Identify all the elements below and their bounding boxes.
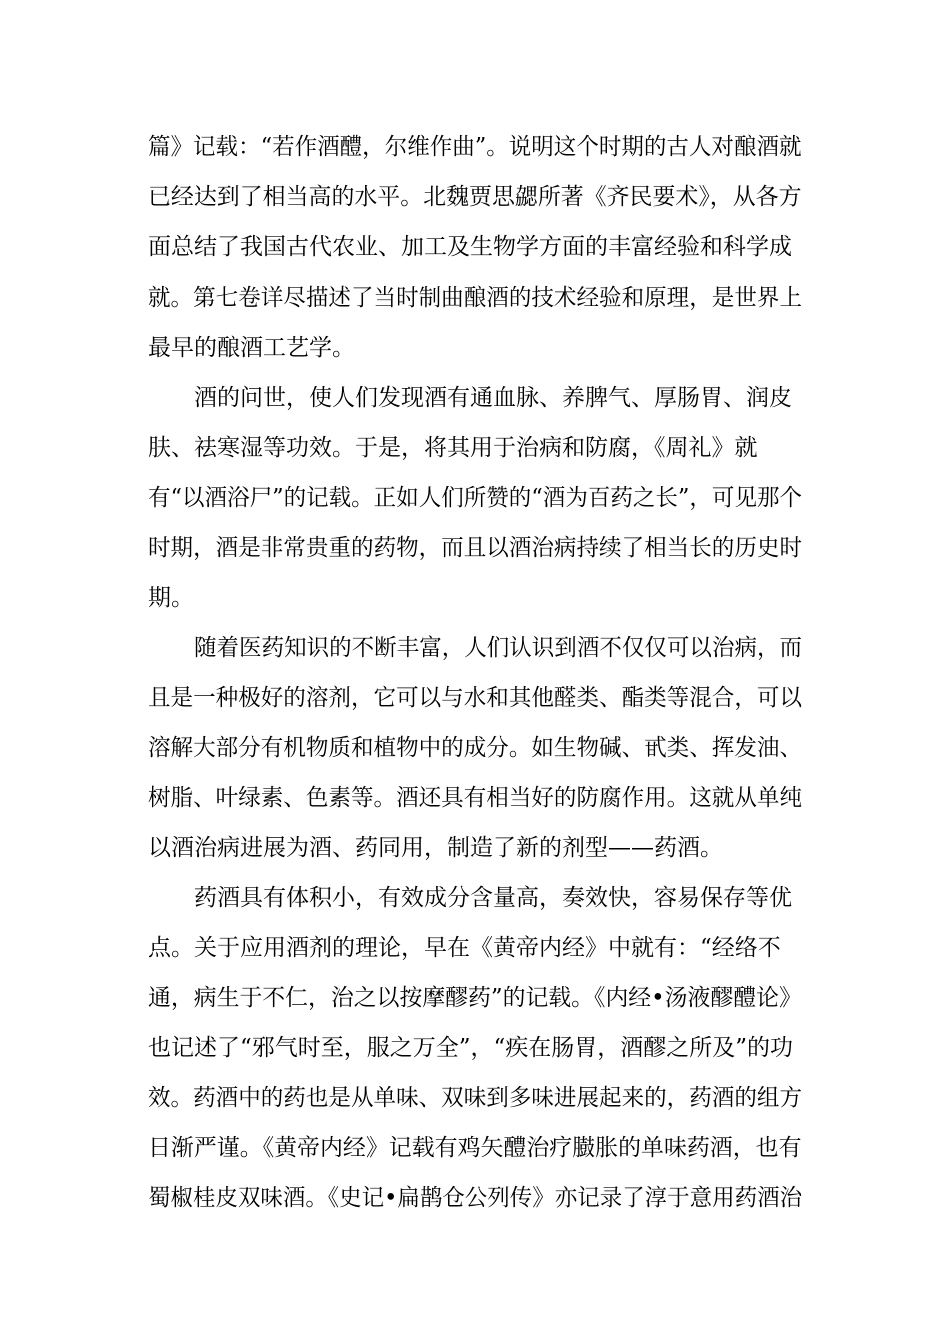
text-line-8: 有“以酒浴尸”的记载。正如人们所赞的“酒为百药之长”，可见那个 xyxy=(148,485,803,511)
text-line-16: 药酒具有体积小，有效成分含量高，奏效快，容易保存等优 xyxy=(194,885,792,911)
text-line-10: 期。 xyxy=(148,585,194,611)
text-line-21: 日渐严谨。《黄帝内经》记载有鸡矢醴治疗臌胀的单味药酒，也有 xyxy=(148,1135,802,1161)
text-line-5: 最早的酿酒工艺学。 xyxy=(148,335,355,361)
text-line-9: 时期，酒是非常贵重的药物，而且以酒治病持续了相当长的历史时 xyxy=(148,535,802,561)
text-line-11: 随着医药知识的不断丰富，人们认识到酒不仅仅可以治病，而 xyxy=(194,635,803,661)
text-line-22: 蜀椒桂皮双味酒。《史记•扁鹊仓公列传》亦记录了淳于意用药酒治 xyxy=(148,1185,803,1211)
text-line-7: 肤、祛寒湿等功效。于是，将其用于治病和防腐，《周礼》就 xyxy=(148,435,758,461)
text-line-18: 通，病生于不仁，治之以按摩醪药”的记载。《内经•汤液醪醴论》 xyxy=(148,985,802,1011)
text-line-1: 篇》记载：“若作酒醴，尔维作曲”。说明这个时期的古人对酿酒就 xyxy=(148,134,802,160)
text-line-2: 已经达到了相当高的水平。北魏贾思勰所著《齐民要术》，从各方 xyxy=(148,184,802,210)
text-line-13: 溶解大部分有机物质和植物中的成分。如生物碱、甙类、挥发油、 xyxy=(148,735,802,761)
text-line-19: 也记述了“邪气时至，服之万全”，“疾在肠胃，酒醪之所及”的功 xyxy=(148,1035,794,1061)
text-line-14: 树脂、叶绿素、色素等。酒还具有相当好的防腐作用。这就从单纯 xyxy=(148,785,802,811)
text-line-4: 就。第七卷详尽描述了当时制曲酿酒的技术经验和原理，是世界上 xyxy=(148,285,802,311)
text-line-6: 酒的问世，使人们发现酒有通血脉、养脾气、厚肠胃、润皮 xyxy=(194,385,792,411)
text-line-17: 点。关于应用酒剂的理论，早在《黄帝内经》中就有：“经络不 xyxy=(148,935,781,961)
text-line-12: 且是一种极好的溶剂，它可以与水和其他醛类、酯类等混合，可以 xyxy=(148,685,802,711)
text-line-3: 面总结了我国古代农业、加工及生物学方面的丰富经验和科学成 xyxy=(148,234,792,260)
text-line-15: 以酒治病进展为酒、药同用，制造了新的剂型——药酒。 xyxy=(148,835,723,861)
text-line-20: 效。药酒中的药也是从单味、双味到多味进展起来的，药酒的组方 xyxy=(148,1085,802,1111)
